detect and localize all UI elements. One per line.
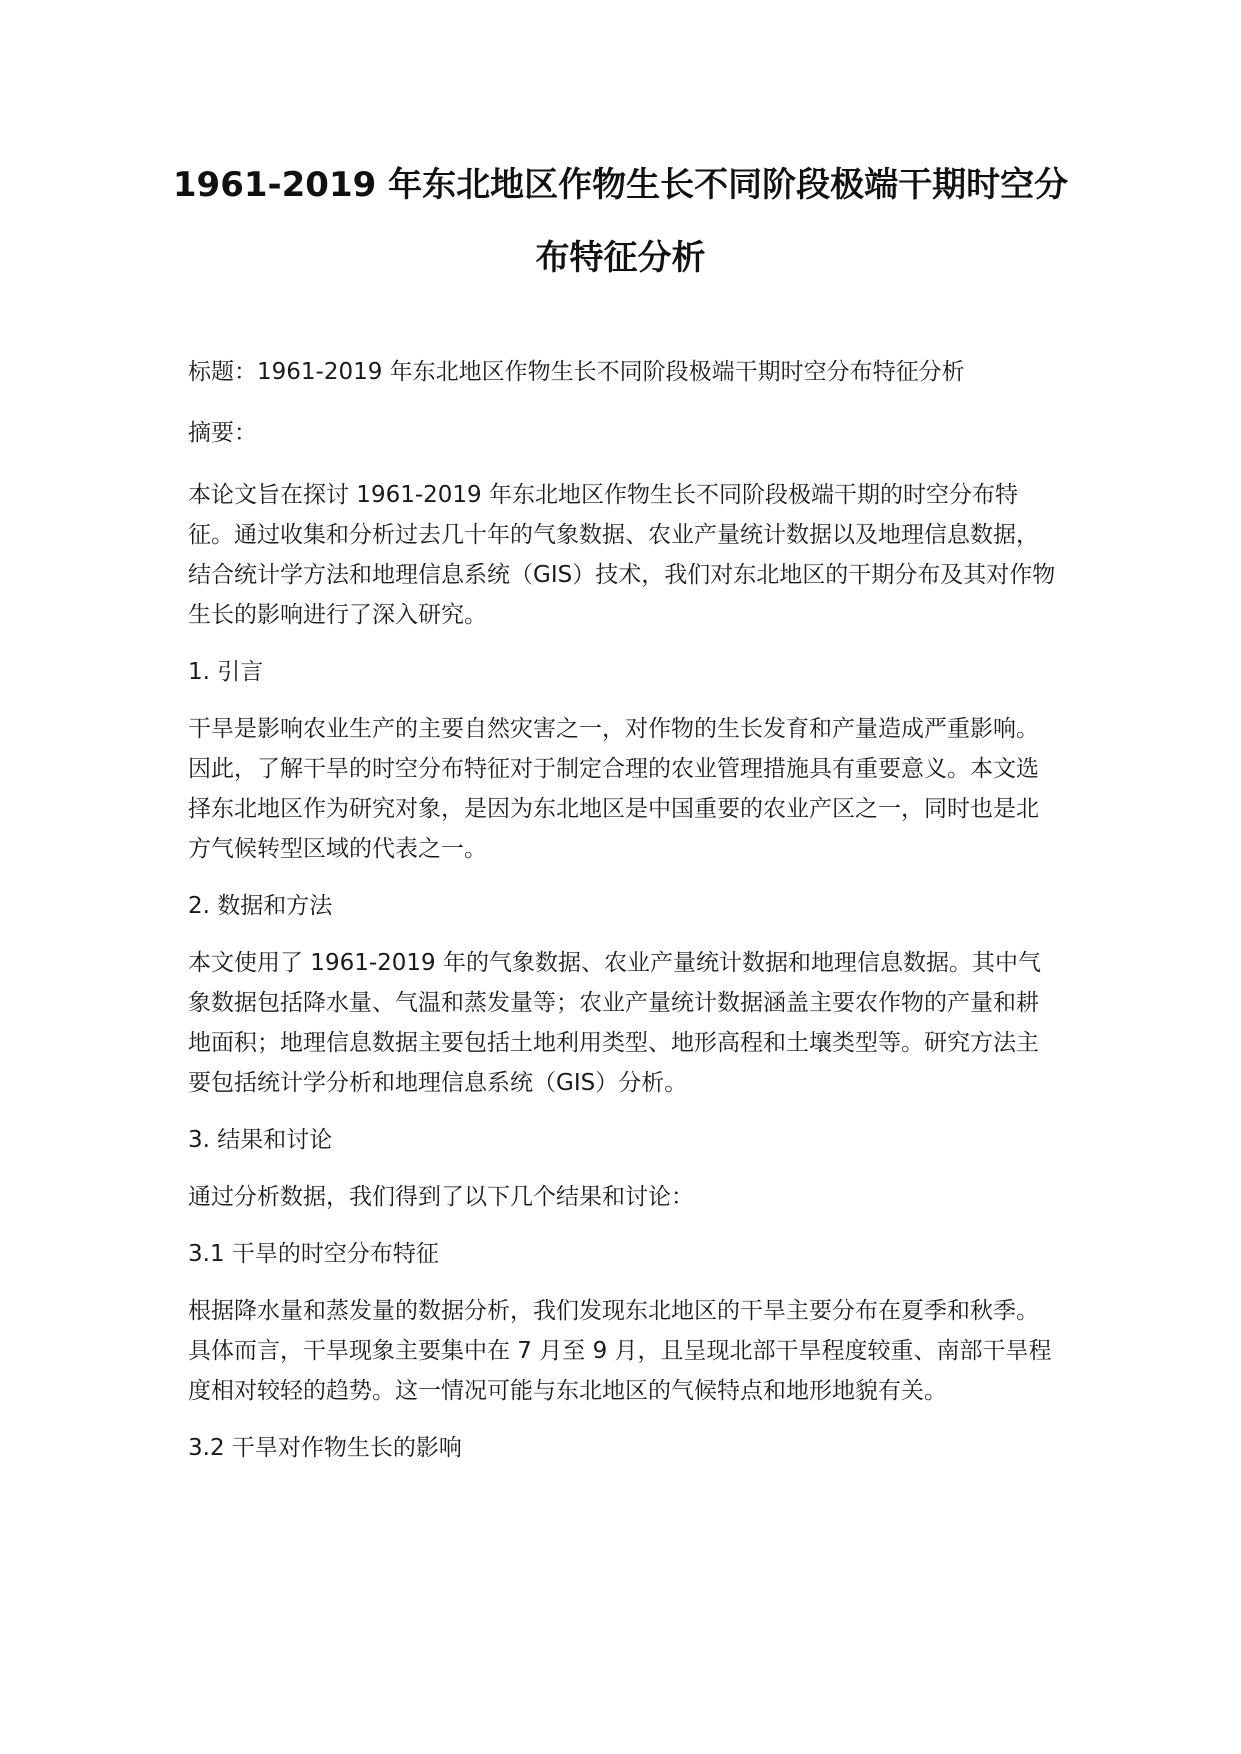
section-2-paragraph: 本文使用了 1961-2019 年的气象数据、农业产量统计数据和地理信息数据。其中气象数据包括降水量、气温和蒸发量等；农业产量统计数据涵盖主要农作物的产量和耕地面积；地理信息数据主要包括土地利用类型、地形高程和土壤类型等。研究方法主要包括统计学分析和地理信息系统（GIS）分析。 xyxy=(188,950,1041,1096)
section-1-heading: 1. 引言 xyxy=(188,659,264,685)
section-3-1-heading: 3.1 干旱的时空分布特征 xyxy=(188,1241,439,1267)
section-2-heading: 2. 数据和方法 xyxy=(188,893,333,919)
section-3-intro: 通过分析数据，我们得到了以下几个结果和讨论： xyxy=(188,1184,694,1210)
title-line-1: 1961-2019 年东北地区作物生长不同阶段极端干期时空分 xyxy=(172,165,1069,205)
title-line-2: 布特征分析 xyxy=(535,238,706,278)
document-title xyxy=(150,165,1091,278)
title-meta-line: 标题：1961-2019 年东北地区作物生长不同阶段极端干期时空分布特征分析 xyxy=(188,359,965,385)
section-3-2-heading: 3.2 干旱对作物生长的影响 xyxy=(188,1435,462,1461)
section-3-1-paragraph: 根据降水量和蒸发量的数据分析，我们发现东北地区的干旱主要分布在夏季和秋季。具体而言，干旱现象主要集中在 7 月至 9 月，且呈现北部干旱程度较重、南部干旱程度相对较轻的趋势。这一情况可能与东北地区的气候特点和地形地貌有关。 xyxy=(188,1298,1052,1404)
abstract-paragraph: 本论文旨在探讨 1961-2019 年东北地区作物生长不同阶段极端干期的时空分布特征。通过收集和分析过去几十年的气象数据、农业产量统计数据以及地理信息数据，结合统计学方法和地理信息系统（GIS）技术，我们对东北地区的干期分布及其对作物生长的影响进行了深入研究。 xyxy=(188,482,1056,628)
document-body xyxy=(188,357,1058,1463)
abstract-label: 摘要： xyxy=(188,420,257,446)
section-1-paragraph: 干旱是影响农业生产的主要自然灾害之一，对作物的生长发育和产量造成严重影响。因此，了解干旱的时空分布特征对于制定合理的农业管理措施具有重要意义。本文选择东北地区作为研究对象，是因为东北地区是中国重要的农业产区之一，同时也是北方气候转型区域的代表之一。 xyxy=(188,716,1039,862)
section-3-heading: 3. 结果和讨论 xyxy=(188,1127,333,1153)
